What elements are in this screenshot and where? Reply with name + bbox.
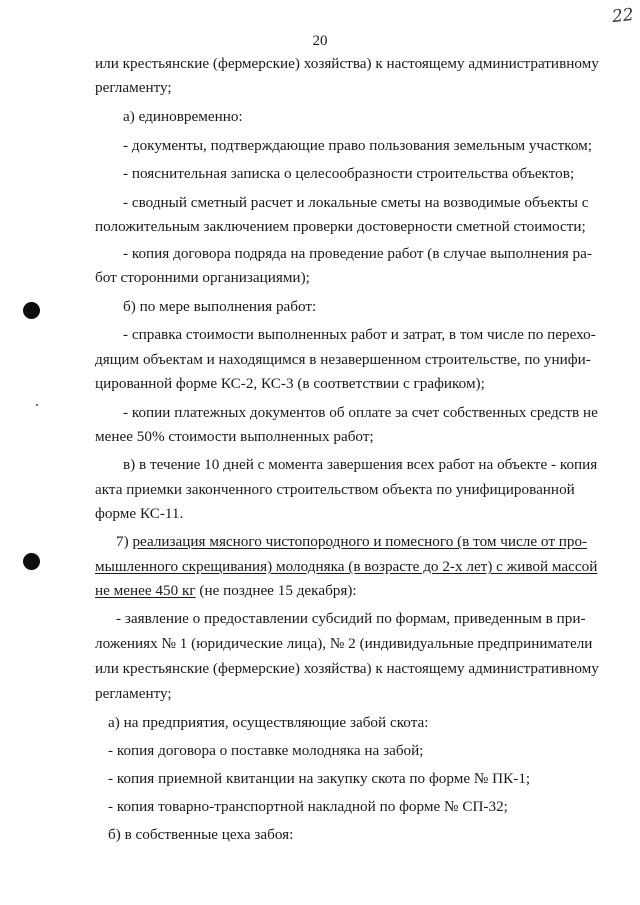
- text-line: - копии платежных документов об оплате за счет собственных средств не: [123, 404, 598, 421]
- text-line: регламенту;: [95, 79, 172, 96]
- text-line: форме КС-11.: [95, 505, 184, 522]
- punch-hole: [23, 553, 40, 570]
- underlined-text: реализация мясного чистопородного и помесного (в том числе от про-: [132, 533, 588, 550]
- text-line: а) на предприятия, осуществляющие забой скота:: [108, 714, 429, 731]
- section-heading-line: [95, 582, 357, 600]
- text-line: бот сторонними организациями);: [95, 269, 310, 286]
- text-line: б) по мере выполнения работ:: [123, 298, 317, 315]
- text-line: дящим объектам и находящимся в незавершенном строительстве, по унифи-: [95, 351, 591, 368]
- page-number: 20: [312, 33, 328, 49]
- text-line: в) в течение 10 дней с момента завершения всех работ на объекте - копия: [123, 456, 598, 473]
- text-line: - сводный сметный расчет и локальные сметы на возводимые объекты с: [123, 194, 589, 211]
- text-line: - копия договора подряда на проведение работ (в случае выполнения ра-: [123, 245, 592, 262]
- text-line: или крестьянские (фермерские) хозяйства) к настоящему административному: [95, 660, 599, 677]
- text-line: менее 50% стоимости выполненных работ;: [95, 428, 374, 445]
- text-line: или крестьянские (фермерские) хозяйства) к настоящему административному: [95, 55, 599, 72]
- section-number: 7): [116, 533, 133, 550]
- text-line: ложениях № 1 (юридические лица), № 2 (индивидуальные предприниматели: [95, 635, 593, 652]
- text-line: - пояснительная записка о целесообразности строительства объектов;: [123, 165, 575, 182]
- text-line: а) единовременно:: [123, 108, 243, 125]
- punch-hole: [23, 302, 40, 319]
- text-line: - копия договора о поставке молодняка на забой;: [108, 742, 424, 759]
- text-line: регламенту;: [95, 685, 172, 702]
- text-line: акта приемки законченного строительством объекта по унифицированной: [95, 481, 575, 498]
- text-line: - копия товарно-транспортной накладной по форме № СП-32;: [108, 798, 508, 815]
- section-heading-line: [95, 558, 597, 576]
- section-heading-line: [116, 533, 587, 551]
- text-line: цированной форме КС-2, КС-3 (в соответствии с графиком);: [95, 375, 485, 392]
- scan-speck: [36, 404, 38, 406]
- underlined-text: мышленного скрещивания) молодняка (в возрасте до 2-х лет) с живой массой: [95, 558, 598, 575]
- text-line: - справка стоимости выполненных работ и затрат, в том числе по перехо-: [123, 326, 596, 343]
- underlined-text: не менее 450 кг: [95, 582, 196, 599]
- text-line: б) в собственные цеха забоя:: [108, 826, 294, 843]
- text-line: положительным заключением проверки достоверности сметной стоимости;: [95, 218, 586, 235]
- text-line: - заявление о предоставлении субсидий по формам, приведенным в при-: [116, 610, 586, 627]
- text-line: - документы, подтверждающие право пользования земельным участком;: [123, 137, 593, 154]
- deadline-text: (не позднее 15 декабря):: [195, 582, 357, 599]
- handwritten-page-mark: 22: [611, 4, 635, 28]
- text-line: - копия приемной квитанции на закупку скота по форме № ПК-1;: [108, 770, 531, 787]
